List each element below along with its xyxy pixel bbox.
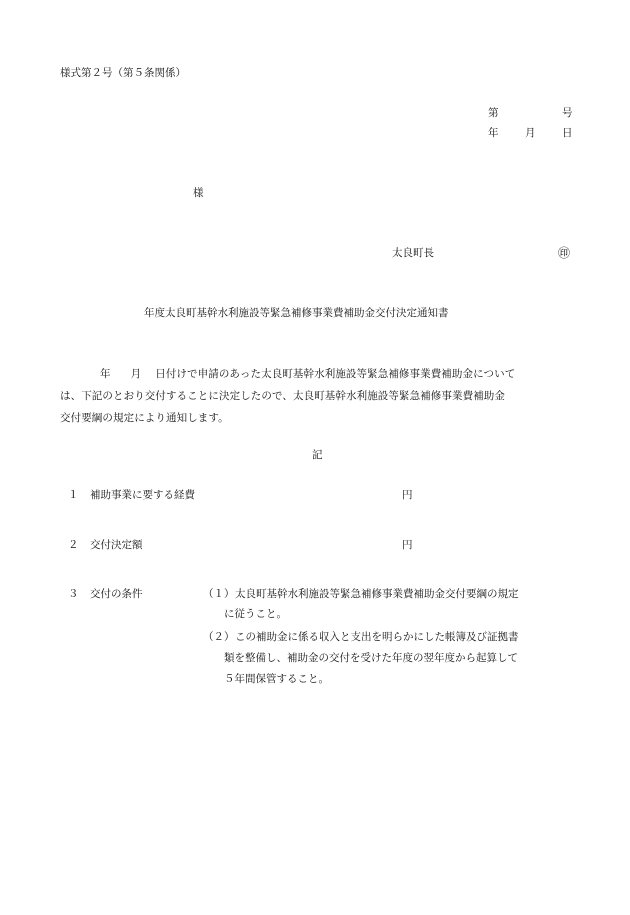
item-2-label: 交付決定額: [90, 539, 143, 551]
body-month: 月: [130, 368, 142, 380]
item-2-number: ２: [68, 539, 79, 551]
condition-2-marker: （２）: [203, 631, 235, 643]
form-label: 様式第２号（第５条関係）: [60, 67, 186, 79]
doc-number-dai: 第: [488, 107, 499, 119]
condition-1-line-1: 太良町基幹水利施設等緊急補修事業費補助金交付要綱の規定: [235, 588, 519, 600]
condition-1-line-2: に従うこと。: [224, 608, 287, 620]
date-day: 日: [562, 127, 573, 139]
addressee-suffix: 様: [193, 187, 204, 199]
item-2-unit: 円: [402, 539, 413, 551]
body-text-3: 交付要綱の規定により通知します。: [60, 412, 229, 424]
body-year: 年: [100, 368, 111, 380]
seal-mark: ㊞: [558, 246, 571, 260]
condition-1-marker: （１）: [203, 588, 235, 600]
issuer-title: 太良町長: [392, 247, 434, 259]
condition-2-line-1: この補助金に係る収入と支出を明らかにした帳簿及び証拠書: [235, 631, 519, 643]
item-1-label: 補助事業に要する経費: [90, 489, 195, 501]
condition-2-line-2: 類を整備し、補助金の交付を受けた年度の翌年度から起算して: [224, 652, 518, 664]
item-1-unit: 円: [402, 489, 413, 501]
document-title: 年度太良町基幹水利施設等緊急補修事業費補助金交付決定通知書: [144, 307, 449, 319]
item-3-number: ３: [68, 588, 79, 600]
condition-2-line-3: ５年間保管すること。: [224, 673, 329, 685]
item-1-number: １: [68, 489, 79, 501]
ki-heading: 記: [312, 449, 323, 461]
doc-number-go: 号: [562, 107, 573, 119]
item-3-label: 交付の条件: [90, 588, 143, 600]
date-month: 月: [525, 127, 536, 139]
date-year: 年: [488, 127, 499, 139]
body-text-2: は、下記のとおり交付することに決定したので、太良町基幹水利施設等緊急補修事業費補助金: [60, 390, 505, 402]
body-paragraph: [60, 363, 580, 429]
body-text-1: 日付けで申請のあった太良町基幹水利施設等緊急補修事業費補助金について: [155, 368, 516, 380]
